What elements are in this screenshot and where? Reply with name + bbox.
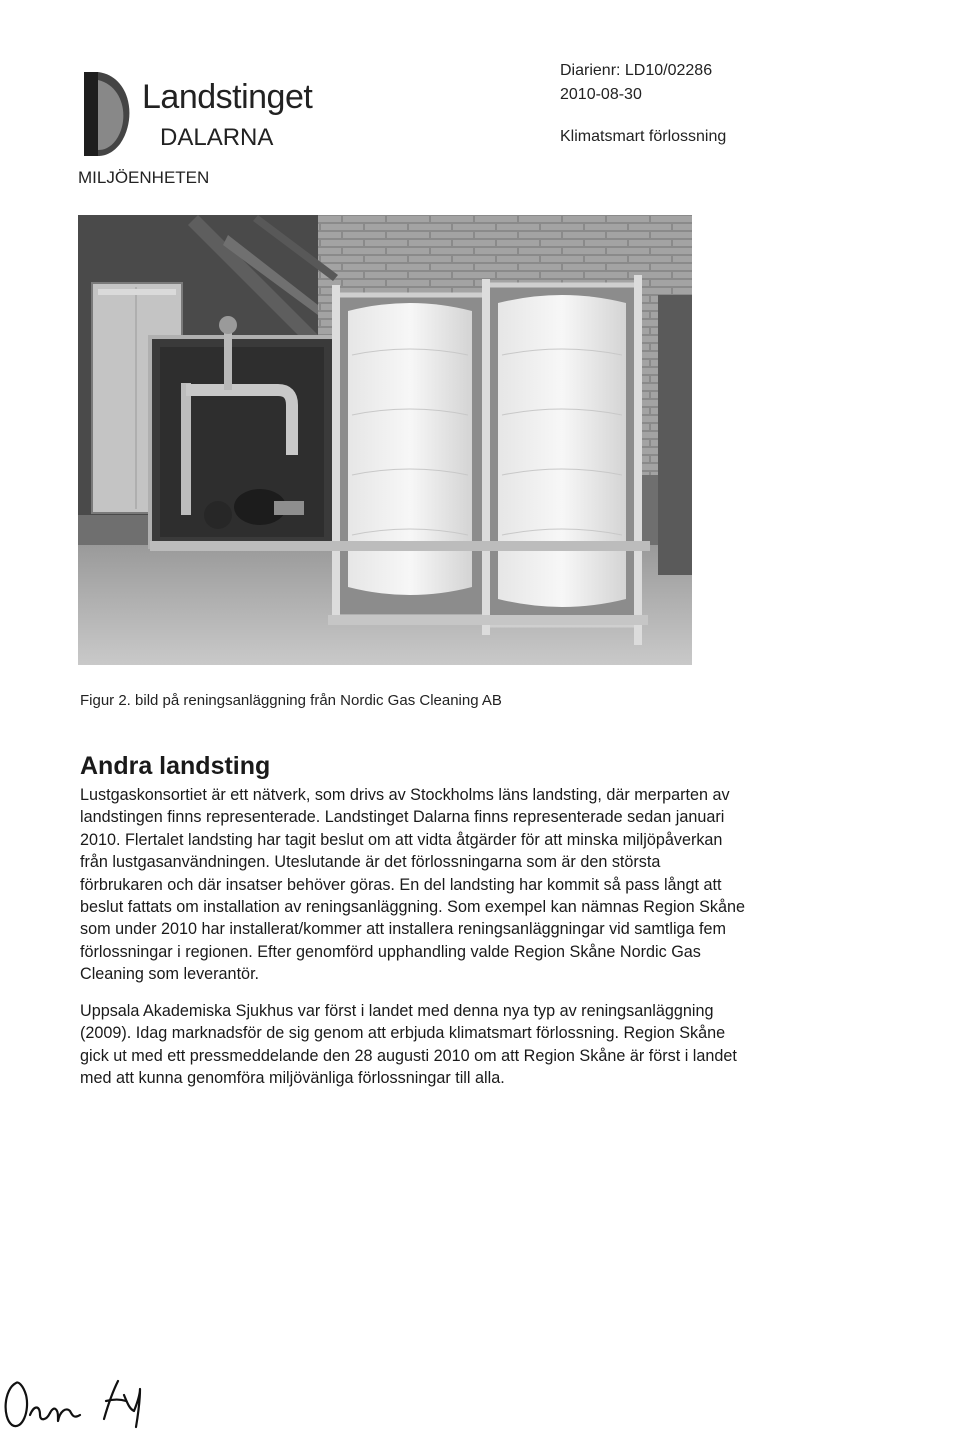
document-date: 2010-08-30: [560, 86, 642, 103]
paragraph-line: Lustgaskonsortiet är ett nätverk, som drivs av Stockholms läns landsting, där merparten av: [80, 786, 730, 804]
diary-number: Diarienr: LD10/02286: [560, 62, 713, 79]
paragraph-line: förbrukaren och där insatser behöver göras. En del landsting har kommit så pass långt att: [80, 875, 722, 894]
paragraph-1: [80, 784, 850, 986]
org-region: DALARNA: [160, 124, 274, 151]
paragraph-line: (2009). Idag marknadsför de sig genom att erbjuda klimatsmart förlossning. Region Skåne: [80, 1024, 726, 1043]
org-unit: MILJÖENHETEN: [78, 168, 210, 187]
paragraph-line: gick ut med ett pressmeddelande den 28 augusti 2010 om att Region Skåne är först i landet: [80, 1046, 737, 1065]
org-name: Landstinget: [142, 78, 313, 116]
document-subject: Klimatsmart förlossning: [560, 128, 727, 145]
paragraph-line: Cleaning som leverantör.: [80, 965, 260, 984]
paragraph-line: förlossningar i regionen. Efter genomförd upphandling valde Region Skåne Nordic Gas: [80, 942, 701, 961]
landstinget-logo-icon: [80, 70, 138, 160]
paragraph-line: Uppsala Akademiska Sjukhus var först i landet med denna nya typ av reningsanläggning: [80, 1002, 714, 1020]
paragraph-line: beslut fattats om installation av reningsanläggning. Som exempel kan nämnas Region Skåne: [80, 898, 745, 917]
section-heading: Andra landsting: [80, 752, 271, 780]
handwritten-signature: [0, 1365, 170, 1435]
gas-cleaning-plant-photo: [78, 215, 692, 665]
paragraph-line: landstingen finns representerade. Landstinget Dalarna finns representerade sedan januari: [80, 808, 725, 827]
paragraph-line: från lustgasanvändningen. Uteslutande är det förlossningarna som är den största: [80, 853, 661, 872]
paragraph-line: som under 2010 har installerat/kommer att installera reningsanläggningar vid samtliga fem: [80, 920, 727, 939]
paragraph-line: 2010. Flertalet landsting har tagit beslut om att vidta åtgärder för att minska miljöpåverkan: [80, 830, 723, 849]
figure-caption: Figur 2. bild på reningsanläggning från Nordic Gas Cleaning AB: [80, 692, 502, 709]
paragraph-2: [80, 1000, 850, 1090]
paragraph-line: med att kunna genomföra miljövänliga förlossningar till alla.: [80, 1069, 505, 1088]
